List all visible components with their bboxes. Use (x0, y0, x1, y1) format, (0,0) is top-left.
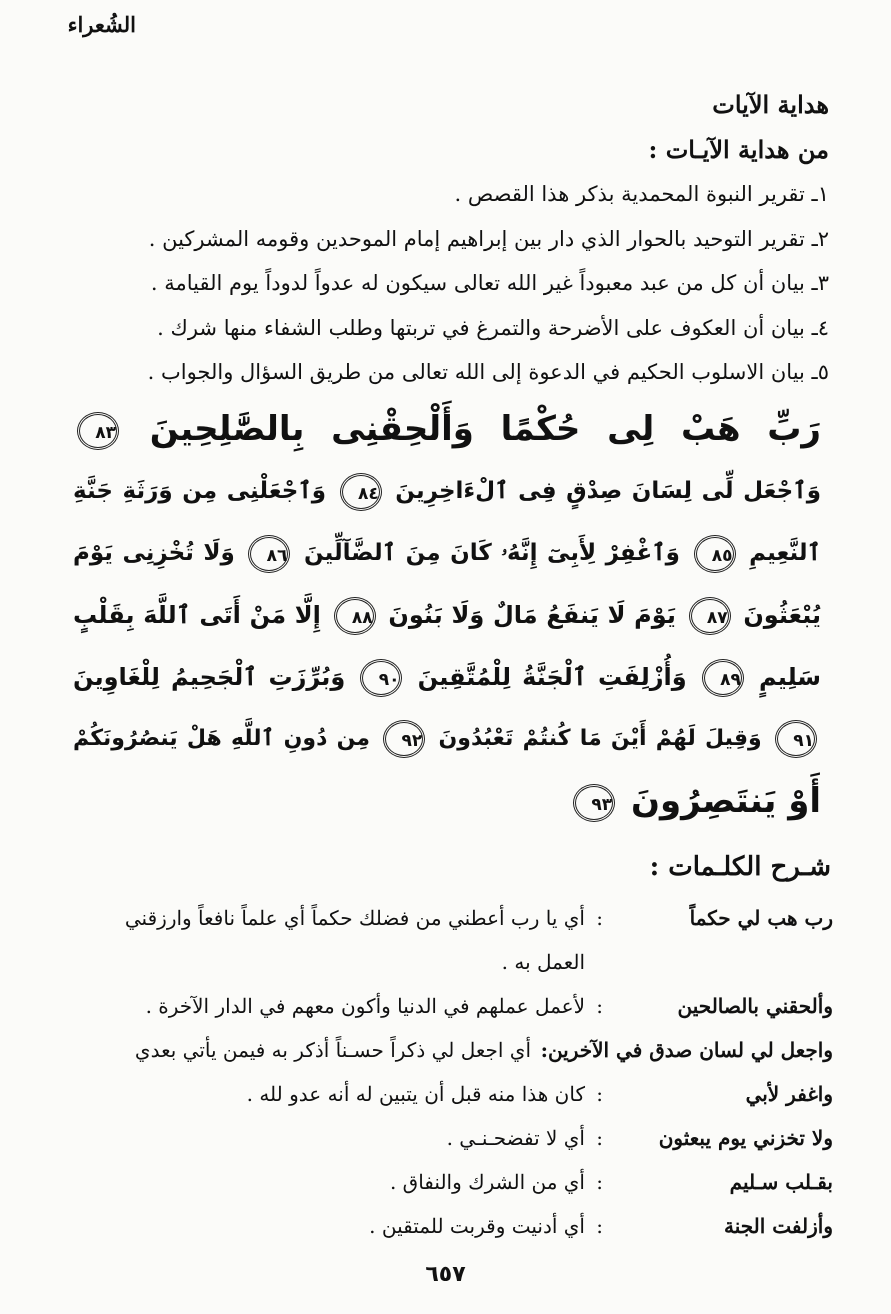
ayah-number-marker: ٨٩ (702, 659, 744, 697)
ayah-number-marker: ٩١ (775, 720, 817, 758)
glossary-definition: أي من الشرك والنفاق . (389, 1170, 585, 1194)
verse-text: وَٱجْعَلْنِى مِن وَرَثَةِ جَنَّةِ (73, 478, 327, 504)
verse-line (73, 398, 821, 460)
ayah-number-marker: ٨٥ (694, 535, 736, 573)
verse-line (73, 522, 821, 584)
glossary-entry (68, 984, 833, 1028)
glossary-term: بقـلب سـليم (729, 1170, 833, 1194)
verse-text: وَلَا تُخْزِنِى يَوْمَ (73, 540, 235, 566)
glossary (68, 896, 833, 1248)
glossary-entry (68, 1028, 833, 1072)
lesson-item: ٢ـ تقرير التوحيد بالحوار الذي دار بين إبراهيم إمام الموحدين وقومه المشركين . (148, 226, 829, 251)
glossary-entry (68, 1072, 833, 1116)
glossary-title: شـرح الكلـمات : (649, 852, 831, 882)
glossary-entry (68, 1204, 833, 1248)
lessons-list (69, 172, 829, 395)
verse-line (73, 584, 821, 646)
glossary-entry (68, 1160, 833, 1204)
glossary-term: وألحقني بالصالحين (677, 994, 833, 1018)
glossary-term: وأزلفت الجنة (723, 1214, 833, 1238)
glossary-separator: : (596, 1126, 603, 1150)
lessons-title: هداية الآيات (712, 90, 829, 119)
verse-text: أَوْ يَنتَصِرُونَ (631, 781, 821, 821)
verse-text: مِن دُونِ ٱللَّهِ هَلْ يَنصُرُونَكُمْ (73, 726, 371, 751)
glossary-entry (68, 1116, 833, 1160)
glossary-term: رب هب لي حكماً (689, 906, 833, 930)
verse-text: ٱلنَّعِيمِ (749, 540, 821, 566)
verse-text: يُبْعَثُونَ (743, 601, 821, 629)
verse-text: إِلَّا مَنْ أَتَى ٱللَّهَ بِقَلْبٍ (73, 601, 321, 629)
ayah-number-marker: ٨٦ (248, 535, 290, 573)
glossary-term: واغفر لأبي (745, 1082, 833, 1106)
lesson-item: ٤ـ بيان أن العكوف على الأضرحة والتمرغ في تربتها وطلب الشفاء منها شرك . (157, 315, 829, 340)
verse-text: يَوْمَ لَا يَنفَعُ مَالٌ وَلَا بَنُونَ (388, 601, 676, 629)
glossary-separator: : (596, 906, 603, 930)
glossary-separator: : (596, 1214, 603, 1238)
ayah-number-marker: ٨٨ (334, 597, 376, 635)
glossary-definition: أي يا رب أعطني من فضلك حكماً أي علماً نافعاً وارزقني (124, 906, 585, 930)
verse-line (73, 708, 821, 770)
glossary-definition: أي أدنيت وقربت للمتقين . (369, 1214, 585, 1238)
glossary-term: واجعل لي لسان صدق في الآخرين: (540, 1038, 833, 1062)
running-head: الشُعراء (67, 12, 136, 37)
glossary-separator: : (596, 994, 603, 1018)
verse-line (73, 646, 821, 708)
verse-text: رَبِّ هَبْ لِى حُكْمًا وَأَلْحِقْنِى بِالصَّٰلِحِينَ (149, 409, 821, 449)
glossary-separator: : (596, 1170, 603, 1194)
page-number: ٦٥٧ (425, 1262, 466, 1287)
glossary-entry (68, 896, 833, 984)
verse-text: وَأُزْلِفَتِ ٱلْجَنَّةُ لِلْمُتَّقِينَ (417, 663, 687, 691)
glossary-definition: لأعمل عملهم في الدنيا وأكون معهم في الدار الآخرة . (145, 994, 585, 1018)
glossary-definition: أي لا تفضحـنـي . (446, 1126, 585, 1150)
ayah-number-marker: ٨٤ (340, 473, 382, 511)
glossary-separator: : (596, 1082, 603, 1106)
glossary-definition: كان هذا منه قبل أن يتبين له أنه عدو لله . (246, 1082, 585, 1106)
lesson-item: ٥ـ بيان الاسلوب الحكيم في الدعوة إلى الله تعالى من طريق السؤال والجواب . (147, 360, 829, 384)
verse-text: وَقِيلَ لَهُمْ أَيْنَ مَا كُنتُمْ تَعْبُدُونَ (438, 726, 762, 751)
verse-text: وَٱغْفِرْ لِأَبِىٓ إِنَّهُۥ كَانَ مِنَ ٱلضَّآلِّينَ (303, 540, 680, 566)
ayah-number-marker: ٨٧ (689, 597, 731, 635)
ayah-number-marker: ٩٢ (383, 720, 425, 758)
ayah-number-marker: ٩٠ (360, 659, 402, 697)
verse-line (73, 770, 821, 832)
ayah-number-marker: ٩٣ (573, 784, 615, 822)
verse-text: وَبُرِّزَتِ ٱلْجَحِيمُ لِلْغَاوِينَ (73, 663, 346, 691)
glossary-term: ولا تخزني يوم يبعثون (658, 1126, 833, 1150)
lesson-item: ٣ـ بيان أن كل من عبد معبوداً غير الله تعالى سيكون له عدواً لدوداً يوم القيامة . (150, 271, 829, 295)
lesson-item: ١ـ تقرير النبوة المحمدية بذكر هذا القصص . (454, 182, 829, 206)
lessons-subtitle: من هداية الآيـات : (648, 135, 829, 164)
glossary-definition-continued: العمل به . (501, 950, 585, 974)
ayah-number-marker: ٨٣ (77, 412, 119, 450)
quran-verses-block (73, 398, 821, 832)
verse-line (73, 460, 821, 522)
verse-text: وَٱجْعَل لِّى لِسَانَ صِدْقٍ فِى ٱلْءَاخِرِينَ (395, 478, 821, 504)
verse-text: سَلِيمٍ (758, 663, 821, 691)
glossary-definition: أي اجعل لي ذكراً حسـناً أذكر به فيمن يأتي بعدي (134, 1038, 531, 1062)
